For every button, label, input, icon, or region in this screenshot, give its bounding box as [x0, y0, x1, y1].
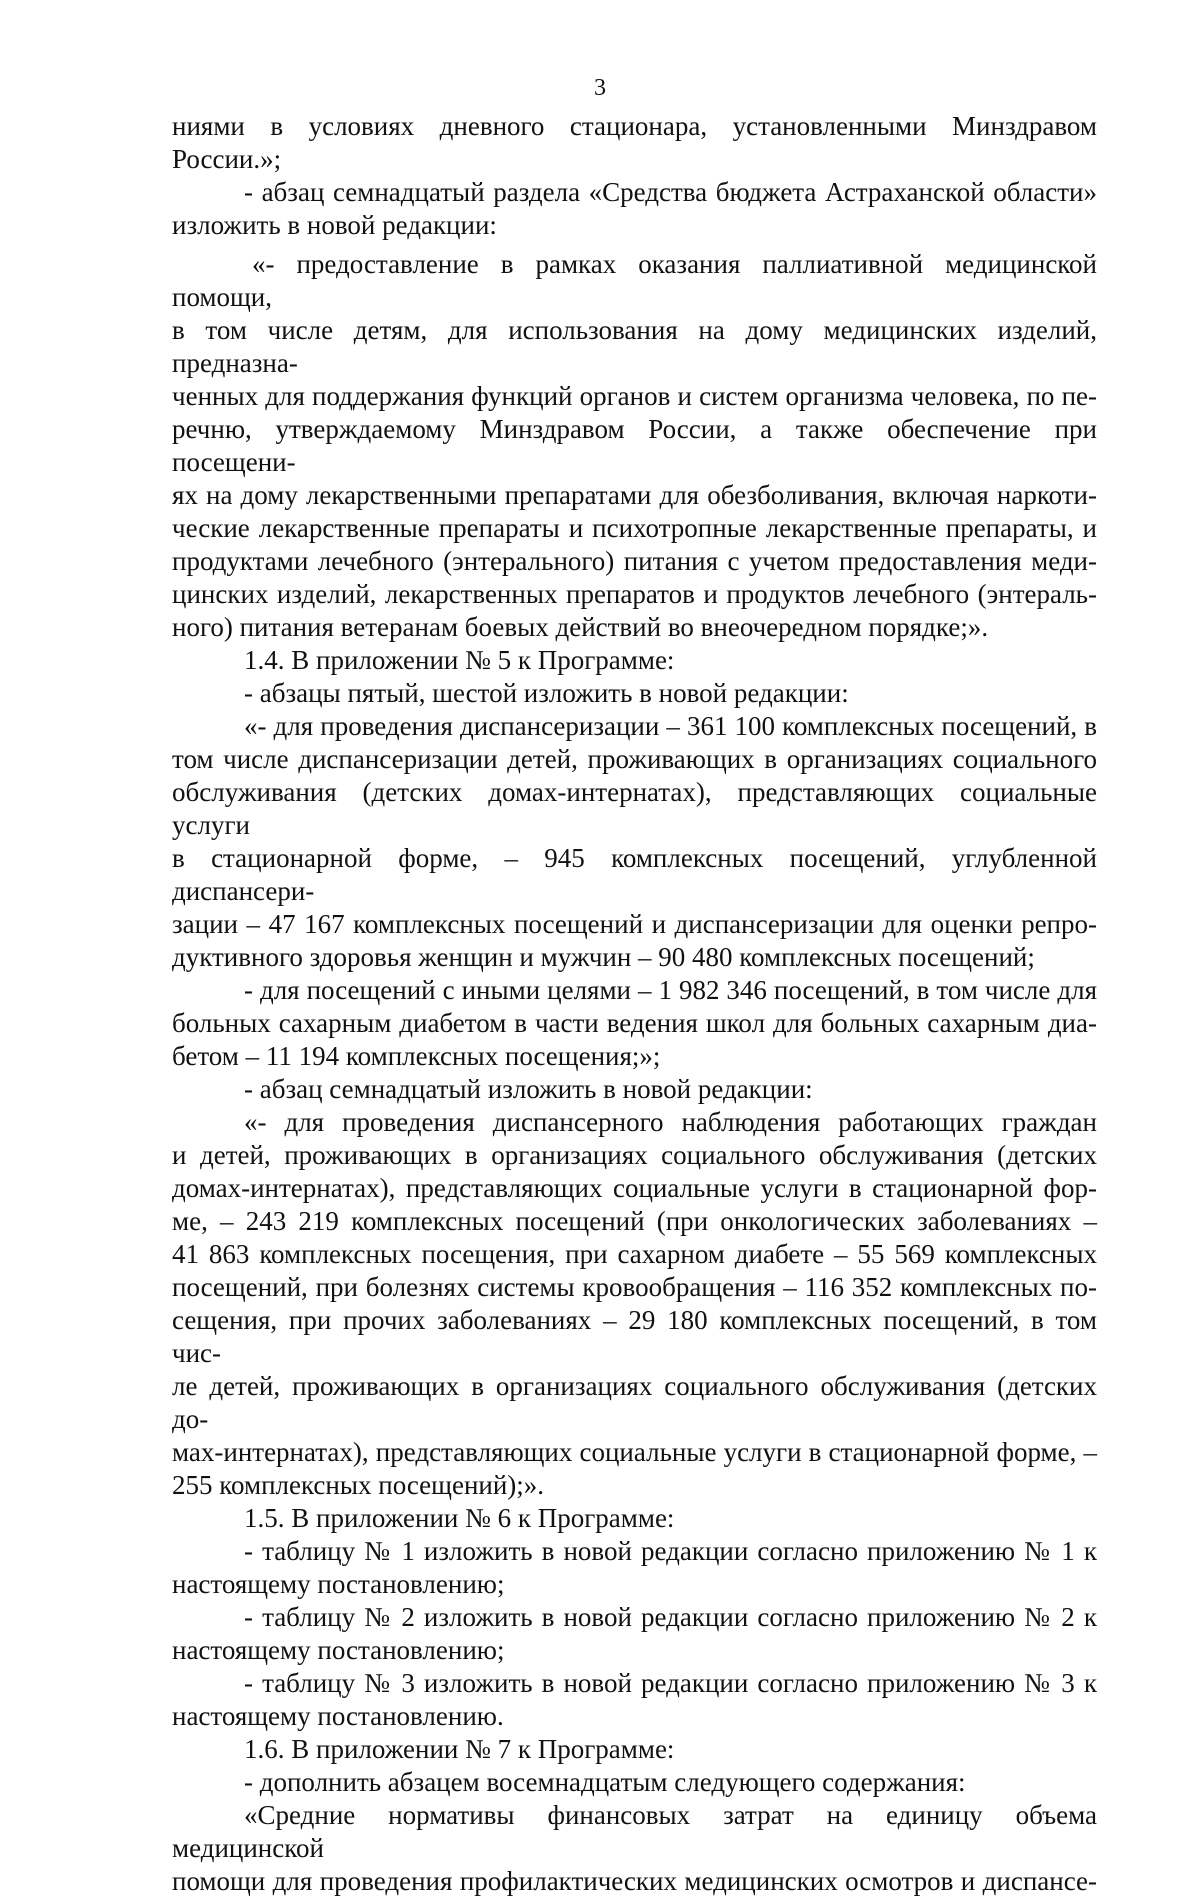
text-line: речню, утверждаемому Минздравом России, а также обеспечение при посещени-	[172, 414, 1097, 477]
text-line: «- для проведения диспансерного наблюдения работающих граждан	[244, 1107, 1097, 1137]
text-line: том числе диспансеризации детей, проживающих в организациях социального	[172, 744, 1097, 774]
section-heading: 1.5. В приложении № 6 к Программе:	[244, 1503, 675, 1533]
text-line: «Средние нормативы финансовых затрат на единицу объема медицинской	[172, 1800, 1097, 1863]
text-line: изложить в новой редакции:	[172, 210, 497, 240]
text-line: ле детей, проживающих в организациях социального обслуживания (детских до-	[172, 1371, 1097, 1434]
page-number: 3	[594, 75, 606, 101]
text-line: посещений, при болезнях системы кровообращения – 116 352 комплексных по-	[172, 1272, 1097, 1302]
text-line: ченных для поддержания функций органов и систем организма человека, по пе-	[172, 381, 1097, 411]
text-line: - абзац семнадцатый раздела «Средства бюджета Астраханской области»	[244, 177, 1097, 207]
text-line: мах-интернатах), представляющих социальные услуги в стационарной форме, –	[172, 1437, 1097, 1467]
text-line: и детей, проживающих в организациях социального обслуживания (детских	[172, 1140, 1097, 1170]
text-line: - для посещений с иными целями – 1 982 346 посещений, в том числе для	[244, 975, 1097, 1005]
text-line: - абзацы пятый, шестой изложить в новой редакции:	[244, 678, 849, 708]
text-line: домах-интернатах), представляющих социальные услуги в стационарной фор-	[172, 1173, 1097, 1203]
text-line: - таблицу № 1 изложить в новой редакции согласно приложению № 1 к	[244, 1536, 1097, 1566]
section-heading: 1.4. В приложении № 5 к Программе:	[244, 645, 675, 675]
text-line: цинских изделий, лекарственных препаратов и продуктов лечебного (энтераль-	[172, 579, 1097, 609]
text-line: сещения, при прочих заболеваниях – 29 180 комплексных посещений, в том чис-	[172, 1305, 1097, 1368]
text-line: «- предоставление в рамках оказания паллиативной медицинской помощи,	[172, 249, 1097, 312]
text-line: ческие лекарственные препараты и психотропные лекарственные препараты, и	[172, 513, 1097, 543]
text-line: обслуживания (детских домах-интернатах), представляющих социальные услуги	[172, 777, 1097, 840]
text-line: в том числе детям, для использования на дому медицинских изделий, предназна-	[172, 315, 1097, 378]
text-line: - дополнить абзацем восемнадцатым следующего содержания:	[244, 1767, 966, 1797]
text-line: 41 863 комплексных посещения, при сахарном диабете – 55 569 комплексных	[172, 1239, 1097, 1269]
text-line: - абзац семнадцатый изложить в новой редакции:	[244, 1074, 813, 1104]
text-line: ме, – 243 219 комплексных посещений (при онкологических заболеваниях –	[172, 1206, 1097, 1236]
text-line: дуктивного здоровья женщин и мужчин – 90 480 комплексных посещений;	[172, 942, 1035, 972]
text-line: ниями в условиях дневного стационара, установленными Минздравом России.»;	[172, 111, 1097, 174]
text-line: в стационарной форме, – 945 комплексных посещений, углубленной диспансери-	[172, 843, 1097, 906]
text-line: больных сахарным диабетом в части ведения школ для больных сахарным диа-	[172, 1008, 1097, 1038]
text-line: ях на дому лекарственными препаратами для обезболивания, включая наркоти-	[172, 480, 1097, 510]
text-line: ного) питания ветеранам боевых действий во внеочередном порядке;».	[172, 612, 989, 642]
section-heading: 1.6. В приложении № 7 к Программе:	[244, 1734, 675, 1764]
text-line: «- для проведения диспансеризации – 361 100 комплексных посещений, в	[244, 711, 1097, 741]
text-line: - таблицу № 3 изложить в новой редакции согласно приложению № 3 к	[244, 1668, 1097, 1698]
text-line: помощи для проведения профилактических медицинских осмотров и диспансе-	[172, 1866, 1097, 1896]
text-line: продуктами лечебного (энтерального) питания с учетом предоставления меди-	[172, 546, 1097, 576]
text-line: 255 комплексных посещений);».	[172, 1470, 545, 1500]
text-line: настоящему постановлению.	[172, 1701, 504, 1731]
text-line: настоящему постановлению;	[172, 1635, 505, 1665]
document-body	[172, 110, 1097, 1898]
text-line: - таблицу № 2 изложить в новой редакции согласно приложению № 2 к	[244, 1602, 1097, 1632]
text-line: зации – 47 167 комплексных посещений и диспансеризации для оценки репро-	[172, 909, 1097, 939]
text-line: настоящему постановлению;	[172, 1569, 505, 1599]
text-line: бетом – 11 194 комплексных посещения;»;	[172, 1041, 661, 1071]
